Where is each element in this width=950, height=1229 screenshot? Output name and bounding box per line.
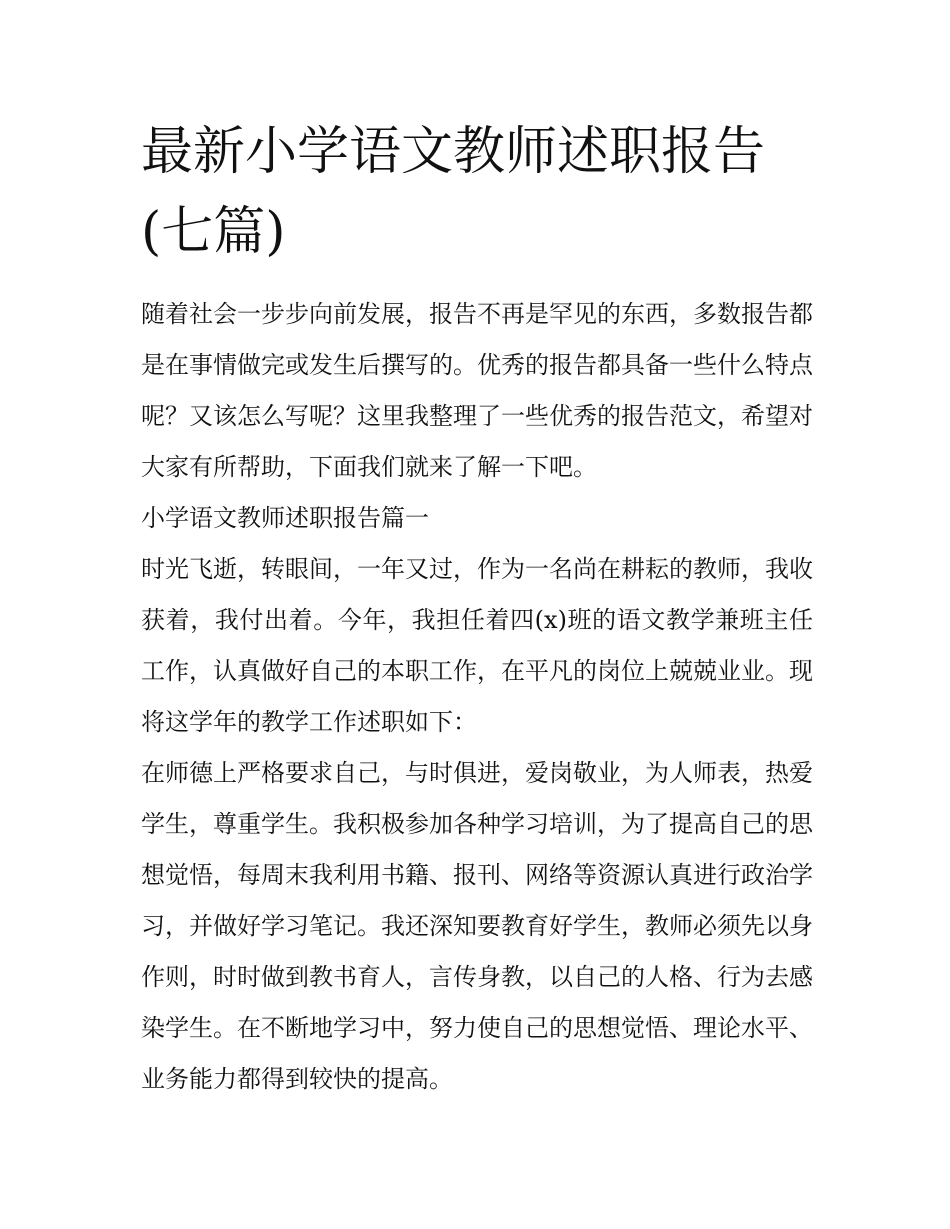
- body-paragraph: 时光飞逝，转眼间，一年又过，作为一名尚在耕耘的教师，我收获着，我付出着。今年，我担任着四(x)班的语文教学兼班主任工作，认真做好自己的本职工作，在平凡的岗位上兢兢业业。现将这学年的教学工作述职如下：: [141, 555, 813, 736]
- document-body: [141, 112, 813, 1105]
- document-title: 最新小学语文教师述职报告(七篇): [141, 122, 766, 262]
- body-paragraph: 在师德上严格要求自己，与时俱进，爱岗敬业，为人师表，热爱学生，尊重学生。我积极参加各种学习培训，为了提高自己的思想觉悟，每周末我利用书籍、报刊、网络等资源认真进行政治学习，并做好学习笔记。我还深知要教育好学生，教师必须先以身作则，时时做到教书育人，言传身教，以自己的人格、行为去感染学生。在不断地学习中，努力使自己的思想觉悟、理论水平、业务能力都得到较快的提高。: [141, 759, 813, 1093]
- section-heading: 小学语文教师述职报告篇一: [141, 504, 429, 532]
- intro-paragraph: 随着社会一步步向前发展，报告不再是罕见的东西，多数报告都是在事情做完或发生后撰写的。优秀的报告都具备一些什么特点呢？又该怎么写呢？这里我整理了一些优秀的报告范文，希望对大家有所帮助，下面我们就来了解一下吧。: [141, 300, 813, 481]
